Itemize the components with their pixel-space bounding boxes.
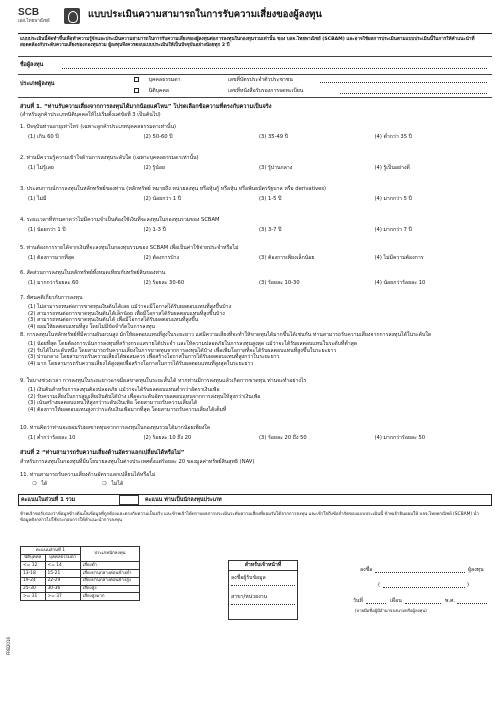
investor-type-label: ประเภทผู้ลงทุน [20, 81, 55, 87]
answer-option[interactable]: (2) สามารถทนต่อการขาดทุนเงินต้นได้เล็กน้อย เพื่อมีโอกาสได้รับผลตอบแทนที่สูงขึ้นบ้าง [28, 310, 225, 317]
question-3 [20, 186, 490, 203]
answer-option[interactable]: (1) มากกว่าร้อยละ 60 [28, 279, 79, 286]
answer-option[interactable]: (1) ต้องการมากที่สุด [28, 254, 75, 261]
answer-option[interactable]: (3) สามารถทนต่อการขาดทุนเงินต้นได้ เพื่อมีโอกาสได้รับผลตอบแทนที่สูงขึ้น [28, 317, 199, 324]
table-cell: เสี่ยงสูง [80, 585, 139, 593]
fx-yes-option[interactable] [32, 481, 47, 488]
table-cell: <= 12 [21, 562, 46, 570]
answer-option[interactable]: (3) รู้ปานกลาง [259, 164, 293, 171]
part1-note: (สำหรับลูกค้าประเภทนิติบุคคลให้ไปเริ่มตั้งแต่ข้อที่ 3 เป็นต้นไป) [20, 112, 161, 118]
answer-option[interactable]: (4) น้อยกว่าร้อยละ 10 [374, 279, 426, 286]
signature-note: (ลายมือชื่อผู้มีอำนาจลงนามหรือผู้ลงทุน) [355, 608, 427, 613]
score-summary-box [18, 494, 492, 506]
document-title: แบบประเมินความสามารถในการรับความเสี่ยงของผู้ลงทุน [88, 9, 322, 20]
answer-option[interactable]: (1) เกิน 60 ปี [28, 133, 59, 140]
year-field[interactable] [457, 603, 487, 604]
answer-option[interactable]: (2) น้อยกว่า 1 ปี [143, 195, 182, 202]
answer-option[interactable]: (3) ปานกลาง โดยสามารถรับความเสี่ยงได้พอสมควร เพื่อสร้างโอกาสในการได้รับผลตอบแทนที่สูงกว่าในระยะยาว [28, 354, 280, 361]
question-text: 9. ในบางช่วงเวลา การลงทุนในระยะยาวอาจมีผลขาดทุนในระยะสั้นได้ หากท่านมีการลงทุนแล้วเกิดการขาดทุน ท่านจะทำอย่างไร [20, 378, 307, 384]
answer-option[interactable]: (4) มาก โดยสามารถรับความเสี่ยงได้สูงสุดเพื่อสร้างโอกาสในการได้รับผลตอบแทนที่สูงสุดในระยะยาว [28, 361, 254, 367]
question-9 [20, 378, 490, 414]
answer-option[interactable]: (2) รู้น้อย [143, 164, 165, 171]
divider [18, 97, 492, 98]
answer-option[interactable]: (1) ไม่รู้เลย [28, 164, 54, 171]
question-text: 3. ประสบการณ์การลงทุนในหลักทรัพย์ของท่าน (หลักทรัพย์ หมายถึง หน่วยลงทุน หรือหุ้นกู้ หรือหุ้น หรือพันธบัตรรัฐบาล หรือ derivatives) [20, 186, 327, 192]
answer-option[interactable]: (1) น้อยที่สุด โดยต้องการเน้นการลงทุนที่สร้างกระแสรายได้ประจำ และให้ความปลอดภัยในการลงทุนสูงสุด แม้ว่าจะได้รับผลตอบแทนในระดับที่ต่ำสุด [28, 340, 358, 347]
question-11-text: 11. ท่านสามารถรับความเสี่ยงด้านอัตราแลกเปลี่ยนได้หรือไม่ [20, 472, 156, 478]
answer-option[interactable]: (2) รับได้ในระดับหนึ่ง โดยสามารถรับความเสี่ยงในการขาดทุนจากการลงทุนได้บ้าง เพื่อเพิ่มโอกาสที่จะได้รับผลตอบแทนที่สูงขึ้นในระยะยาว [28, 347, 337, 354]
table-cell: 15-21 [45, 570, 80, 578]
answer-option[interactable]: (3) ร้อยละ 20 ถึง 50 [259, 434, 307, 441]
juristic-option[interactable] [134, 88, 169, 95]
header-divider [18, 33, 492, 34]
answer-option[interactable]: (1) ต่ำกว่าร้อยละ 10 [28, 434, 76, 441]
table-cell: 25-30 [21, 585, 46, 593]
natural-id-field[interactable] [320, 82, 487, 83]
answer-option[interactable]: (2) ต้องการบ้าง [143, 254, 180, 261]
answer-option[interactable]: (3) 1-5 ปี [259, 195, 282, 202]
logo-subtext: เอส.ไทยพาณิชย์ [18, 19, 50, 24]
answer-option[interactable]: (3) 3-7 ปี [259, 226, 282, 233]
answer-option[interactable]: (4) ยอมให้ผลตอบแทนที่สูง โดยไม่มีข้อจำกัดในการลงทุน [28, 324, 155, 330]
date-field[interactable] [366, 603, 386, 604]
question-4 [20, 217, 490, 234]
table-cell: >= 31 [21, 593, 46, 601]
juristic-id-field[interactable] [340, 93, 487, 94]
radio-icon[interactable]: ❍ [102, 481, 107, 487]
table-cell: เสี่ยงปานกลางค่อนข้างต่ำ [80, 570, 139, 578]
signature-name-field[interactable] [383, 587, 465, 588]
table-row [21, 562, 140, 570]
answer-option[interactable]: (4) ต้องการให้ผลตอบแทนสูงกว่าระดับเงินเฟ้อมากที่สุด โดยสามารถรับความเสี่ยงได้เต็มที่ [28, 407, 227, 413]
answer-option[interactable]: (4) รู้เป็นอย่างดี [374, 164, 410, 171]
intro-text: แบบประเมินนี้จัดทำขึ้นเพื่อทำความรู้จักและประเมินความสามารถในการรับความเสี่ยงของผู้ลงทุนต่อการลงทุนในกองทุนรวมเท่านั้น ของ บลจ.ไทยพาณิชย์ (SCBAM) และอาจใช้ผลการประเมินตามแบบประเมินนี้ในการให้คำแนะนำที่สอดคล้องกับระดับความเสี่ยงของกองทุนรวม ผู้ลงทุนจึงควรตอบแบบประเมินให้เป็นปัจจุบันอย่างน้อยทุก 2 ปี [20, 37, 475, 48]
answer-option[interactable]: (1) เงินต้นสำหรับการลงทุนต้องปลอดภัย แม้ว่าจะได้รับผลตอบแทนต่ำกว่าอัตราเงินเฟ้อ [28, 386, 220, 393]
radio-icon[interactable]: ❍ [32, 481, 37, 487]
question-text: 8. การลงทุนในหลักทรัพย์ที่มีความผันผวนสูง มักให้ผลตอบแทนที่สูงในระยะยาว แต่มีความเสี่ยงที่จะทำให้ขาดทุนได้มากขึ้นได้เช่นกัน ท่านสามารถรับความเสี่ยงจากการลงทุนได้ในระดับใด [20, 332, 432, 338]
part1-title: ส่วนที่ 1. “ท่านรับความเสี่ยงจากการลงทุนได้มากน้อยแค่ไหน” โปรดเลือกข้อความที่ตรงกับความเป็นจริง [20, 104, 272, 110]
answer-option[interactable]: (2) 50-60 ปี [143, 133, 173, 140]
form-code: FRB2016 [6, 636, 11, 655]
table-row [21, 570, 140, 578]
investor-name-field[interactable] [62, 68, 487, 69]
natural-id-label: เลขที่บัตรประจำตัวประชาชน [228, 77, 293, 83]
answer-option[interactable]: (1) ไม่สามารถทนต่อการขาดทุนเงินต้นได้เลย แม้ว่าจะมีโอกาสได้รับผลตอบแทนที่สูงขึ้นบ้าง [28, 303, 232, 310]
table-row [21, 577, 140, 585]
date-label: วันที่ [353, 598, 363, 604]
table-header: คะแนนส่วนที่ 1 [21, 547, 81, 555]
table-subheader: นิติบุคคล [21, 554, 46, 562]
question-text: 1. ปัจจุบันท่านอายุเท่าไหร่ (เฉพาะลูกค้าประเภทบุคคลธรรมดาเท่านั้น) [20, 124, 177, 130]
fx-yes-label: ได้ [41, 481, 48, 487]
answer-option[interactable]: (1) ไม่มี [28, 195, 47, 202]
table-cell: 13-18 [21, 570, 46, 578]
score-table [20, 546, 140, 601]
scb-logo [18, 6, 56, 32]
question-text: 7. ทัศนคติเกี่ยวกับการลงทุน [20, 295, 83, 301]
question-text: 2. ท่านมีความรู้ความเข้าใจด้านการลงทุนระดับใด (เฉพาะบุคคลธรรมดาเท่านั้น) [20, 155, 199, 161]
table-cell: 22-29 [45, 577, 80, 585]
divider [18, 74, 492, 75]
staff-branch-field[interactable] [231, 604, 295, 605]
juristic-label: นิติบุคคล [148, 88, 169, 94]
table-subheader: บุคคลธรรมดา [45, 554, 80, 562]
answer-option[interactable]: (4) มากกว่า 7 ปี [374, 226, 412, 233]
question-5 [20, 245, 490, 262]
staff-recorder-field[interactable] [231, 585, 295, 586]
answer-option[interactable]: (4) ต่ำกว่า 35 ปี [374, 133, 412, 140]
table-cell: เสี่ยงสูงมาก [80, 593, 139, 601]
question-text: 5. ท่านต้องการรายได้จากเงินที่จะลงทุนในกองทุนรวมของ SCBAM เพื่อเป็นค่าใช้จ่ายประจำหรือไม่ [20, 245, 239, 251]
natural-person-label: บุคคลธรรมดา [148, 77, 181, 83]
disclaimer-text: ข้าพเจ้าขอรับรองว่าข้อมูลข้างต้นเป็นข้อมูลที่ถูกต้องและตรงกับความเป็นจริง และข้าพเจ้าได้ทราบผลการประเมินระดับความเสี่ยงที่ยอมรับได้จากการลงทุน และเข้าใจถึงข้อจำกัดของแบบประเมินนี้ ข้าพเจ้ายินยอมให้ บลจ.ไทยพาณิชย์ (SCBAM) นำข้อมูลดังกล่าวไปใช้ประกอบการให้คำแนะนำการลงทุน [20, 512, 479, 523]
table-cell: >= 37 [45, 593, 80, 601]
answer-option[interactable]: (2) 1-3 ปี [143, 226, 166, 233]
table-header: ประเภทนักลงทุน [80, 547, 139, 562]
answer-option[interactable]: (1) น้อยกว่า 1 ปี [28, 226, 66, 233]
staff-box-title: สำหรับเจ้าหน้าที่ [229, 561, 297, 571]
part2-title: ส่วนที่ 2 “ท่านสามารถรับความเสี่ยงด้านอัตราแลกเปลี่ยนได้หรือไม่” [20, 450, 185, 456]
table-cell: เสี่ยงปานกลางค่อนข้างสูง [80, 577, 139, 585]
answer-option[interactable]: (4) มากกว่าร้อยละ 50 [374, 434, 426, 441]
table-cell: <= 14 [45, 562, 80, 570]
divider [18, 56, 492, 57]
table-row [21, 593, 140, 601]
signature-name-close-paren: ) [467, 582, 470, 588]
question-text: 6. สัดส่วนการลงทุนในหลักทรัพย์ทั้งหมดเทียบกับทรัพย์สินของท่าน [20, 270, 166, 276]
signature-role: ผู้ลงทุน [468, 567, 484, 573]
fx-no-option[interactable] [102, 481, 123, 488]
juristic-checkbox[interactable] [134, 88, 139, 93]
question-text: 4. ระยะเวลาที่ท่านคาดว่าไม่มีความจำเป็นต้องใช้เงินที่จะลงทุนในกองทุนรวมของ SCBAM [20, 217, 220, 223]
staff-box [228, 560, 298, 620]
question-7 [20, 295, 490, 331]
answer-option[interactable]: (4) มากกว่า 5 ปี [374, 195, 412, 202]
answer-option[interactable]: (2) ร้อยละ 10 ถึง 20 [143, 434, 192, 441]
signature-name-open-paren: ( [378, 582, 381, 588]
answer-option[interactable]: (3) ร้อยละ 10-30 [259, 279, 300, 286]
natural-person-checkbox[interactable] [134, 77, 139, 82]
table-cell: เสี่ยงต่ำ [80, 562, 139, 570]
answer-option[interactable]: (2) รับความเสี่ยงในการสูญเสียเงินต้นได้บ้าง เพื่อจะระดับอัตราผลตอบแทนจากการลงทุนให้สูงกว่าเงินเฟ้อ [28, 393, 261, 400]
answer-option[interactable]: (3) ต้องการเพียงเล็กน้อย [259, 254, 315, 261]
score-label: คะแนนในส่วนที่ 1 รวม [21, 497, 76, 503]
table-cell: 30-36 [45, 585, 80, 593]
logo-text: SCB [18, 7, 40, 18]
question-text: 10. ท่านคิดว่าท่านจะยอมรับผลขาดทุนจากการลงทุนในกองทุนรวมได้มากน้อยเพียงใด [20, 425, 211, 431]
answer-option[interactable]: (3) 35-49 ปี [259, 133, 289, 140]
natural-person-option[interactable] [134, 77, 181, 84]
answer-option[interactable]: (4) ไม่มีความต้องการ [374, 254, 424, 261]
question-6 [20, 270, 490, 287]
part2-note: สำหรับการลงทุนในกองทุนที่มีนโยบายลงทุนในต่างประเทศตั้งแต่ร้อยละ 20 ของมูลค่าทรัพย์สินสุทธิ (NAV) [20, 459, 255, 465]
scb-emblem-icon [64, 8, 80, 24]
juristic-id-label: เลขที่หนังสือรับรองการจดทะเบียน [228, 88, 304, 94]
question-8 [20, 332, 490, 368]
fx-no-label: ไม่ได้ [111, 481, 124, 487]
investor-type-result-label: คะแนน ท่านเป็นนักลงทุนประเภท [145, 497, 222, 503]
score-value-field[interactable] [119, 495, 139, 505]
staff-recorder-label: ลงชื่อผู้รับข้อมูล [231, 574, 266, 581]
question-2 [20, 155, 490, 172]
answer-option[interactable]: (2) ร้อยละ 30-60 [143, 279, 185, 286]
table-cell: 19-24 [21, 577, 46, 585]
signature-label: ลงชื่อ [360, 567, 373, 573]
answer-option[interactable]: (3) เน้นสร้างผลตอบแทนให้สูงกว่าระดับเงินเฟ้อ โดยสามารถรับความเสี่ยงได้ [28, 400, 198, 407]
signature-field[interactable] [375, 572, 465, 573]
staff-branch-label: สาขา/หน่วยงาน [231, 594, 268, 601]
question-10 [20, 425, 490, 442]
year-label: พ.ศ. [445, 598, 456, 604]
question-1 [20, 124, 490, 141]
month-label: เดือน [390, 598, 402, 604]
table-row [21, 585, 140, 593]
investor-name-label: ชื่อผู้ลงทุน [20, 62, 44, 68]
month-field[interactable] [405, 603, 441, 604]
